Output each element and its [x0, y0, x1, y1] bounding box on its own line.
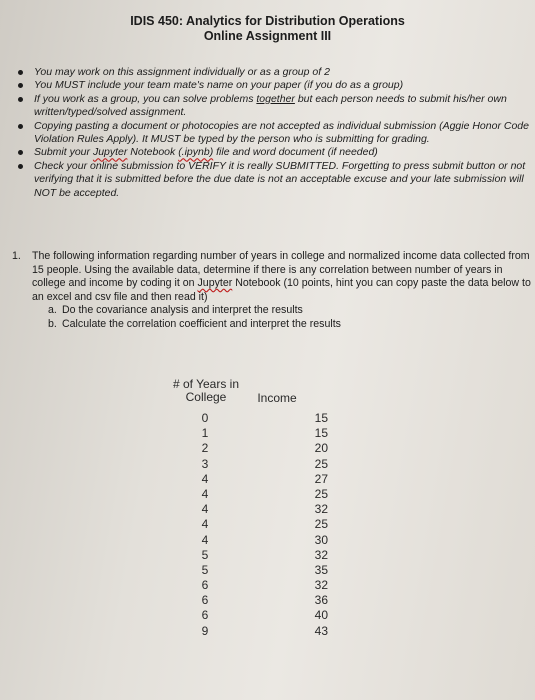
income-column-header: Income	[257, 391, 297, 405]
income-cell: 32	[314, 578, 328, 593]
years-cell: 6	[201, 608, 209, 623]
instruction-list	[14, 66, 529, 200]
years-column-header: # of Years in College	[172, 377, 240, 404]
question-text: The following information regarding number of years in college and normalized income data collected from 15 people. Using the available data, determine if there is any correlation between number of years in college and income by coding it on Jupyter Notebook (10 points, hint you can copy paste the data below to an excel and csv file and then read it)	[32, 250, 531, 303]
years-cell: 4	[201, 502, 209, 517]
years-cell: 5	[201, 562, 209, 577]
question-number: 1.	[12, 250, 21, 262]
years-cell: 4	[201, 532, 209, 547]
years-cell: 6	[201, 578, 209, 593]
question-1	[12, 250, 532, 332]
years-cell: 2	[201, 441, 209, 456]
instruction-item: Check your online submission to VERIFY it is really SUBMITTED. Forgetting to press submit button or not verifying that it is submitted before the due date is not an acceptable excuse and your late submission will NOT be accepted.	[14, 160, 529, 200]
instruction-item: If you work as a group, you can solve problems together but each person needs to submit his/her own written/typed/solved assignment.	[14, 93, 529, 120]
years-cell: 4	[201, 517, 209, 532]
years-cell: 6	[201, 593, 209, 608]
income-cell: 32	[314, 547, 328, 562]
income-cell: 43	[314, 623, 328, 638]
income-cell: 32	[314, 502, 328, 517]
income-cell: 36	[314, 593, 328, 608]
years-cell: 1	[201, 426, 209, 441]
income-cell: 30	[314, 532, 328, 547]
income-cell: 25	[314, 486, 328, 501]
years-cell: 3	[201, 456, 209, 471]
years-cell: 4	[201, 471, 209, 486]
income-cell: 15	[314, 411, 328, 425]
years-cell: 9	[201, 623, 209, 638]
years-column	[190, 411, 220, 639]
income-cell: 40	[314, 608, 328, 623]
income-cell: 35	[314, 562, 328, 577]
document-title: IDIS 450: Analytics for Distribution Operations	[130, 14, 405, 28]
years-cell: 4	[201, 486, 209, 501]
instruction-item: Copying pasting a document or photocopies are not accepted as individual submission (Aggie Honor Code Violation Rules Apply). It MUST be typed by the person who is submitting for grading.	[14, 120, 529, 147]
income-cell: 20	[314, 441, 328, 456]
income-cell: 25	[314, 517, 328, 532]
income-cell: 27	[314, 471, 328, 486]
question-part-a: a. Do the covariance analysis and interpret the results	[48, 304, 303, 317]
income-cell: 25	[314, 456, 328, 471]
question-part-b: b. Calculate the correlation coefficient and interpret the results	[48, 317, 341, 330]
years-cell: 5	[201, 547, 209, 562]
document-subtitle: Online Assignment III	[203, 29, 332, 43]
instruction-item: You may work on this assignment individually or as a group of 2	[14, 66, 529, 79]
instruction-item: You MUST include your team mate's name on your paper (if you do as a group)	[14, 79, 529, 92]
income-column	[308, 411, 328, 639]
income-cell: 15	[314, 426, 328, 441]
years-cell: 0	[201, 411, 209, 425]
instruction-item: Submit your Jupyter Notebook (.ipynb) file and word document (if needed)	[14, 146, 529, 159]
